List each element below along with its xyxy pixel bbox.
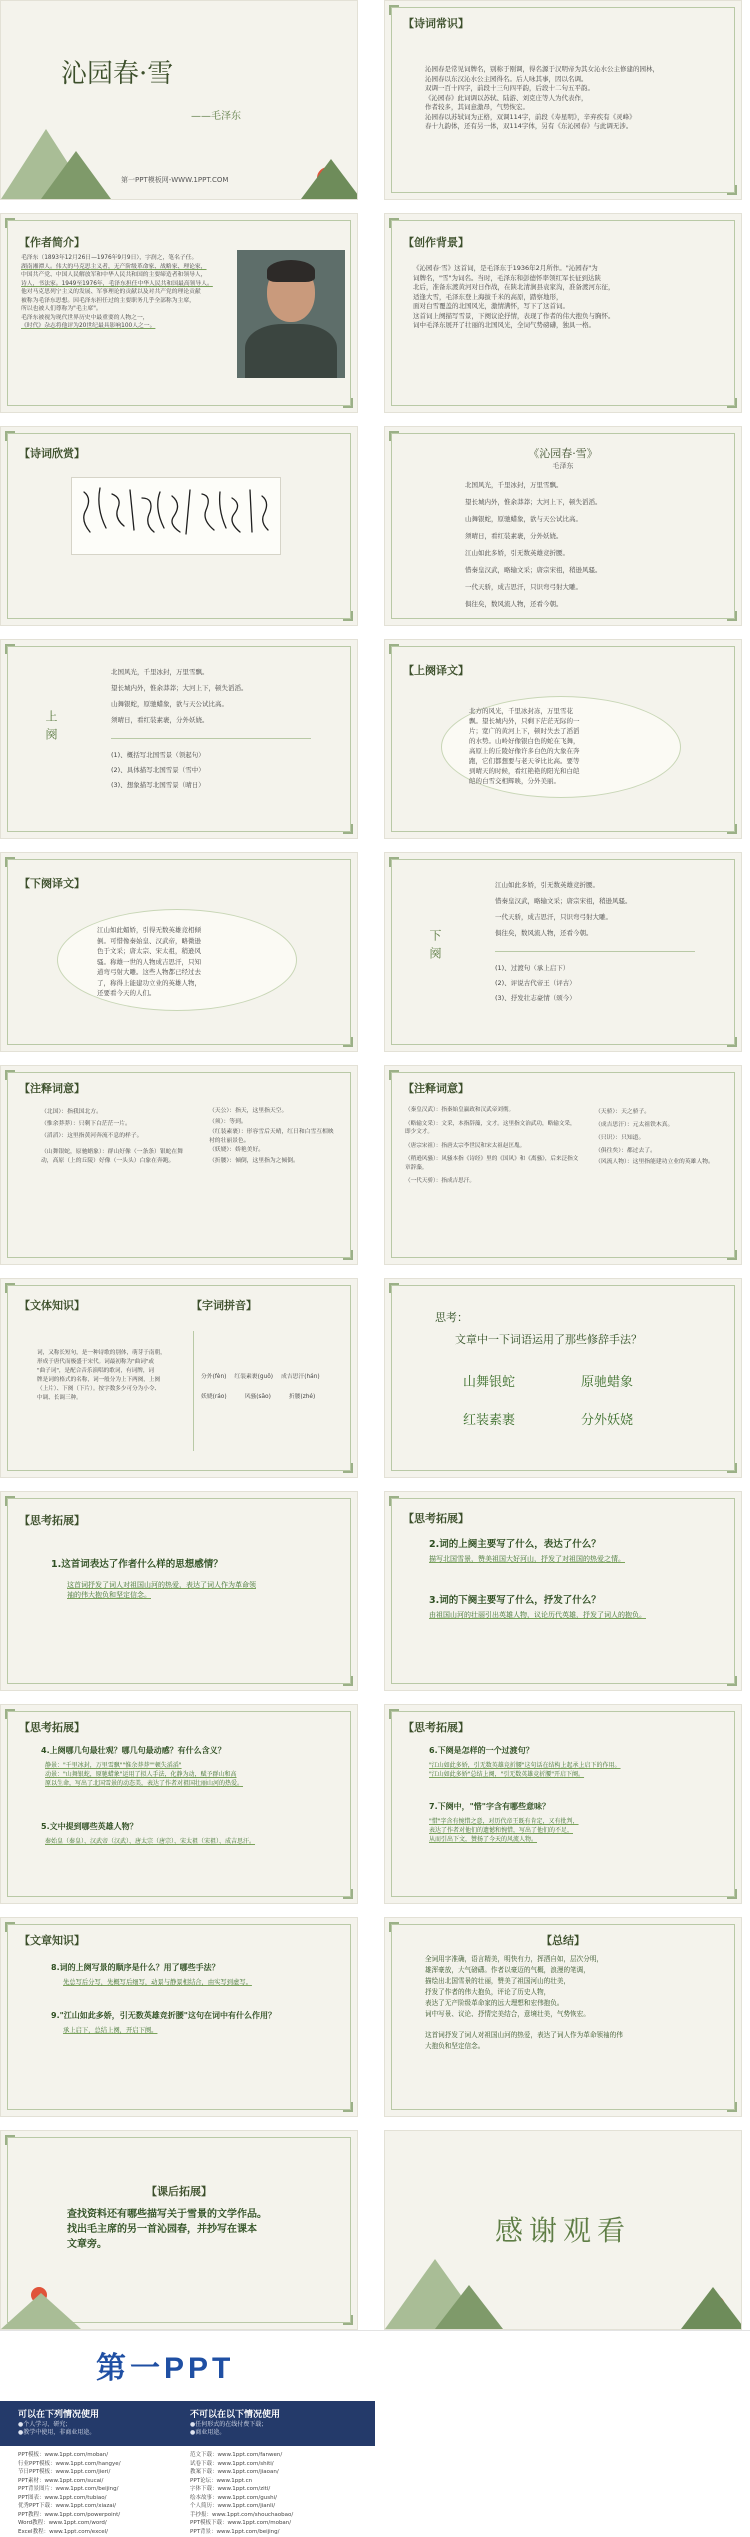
slide2-body bbox=[425, 65, 715, 132]
summary-line: 抒发了作者的伟大抱负，评论了历史人物， bbox=[425, 1988, 551, 1996]
translation-line: 道弯弓射大雕。这些人物都已经过去 bbox=[97, 968, 201, 976]
poem-line: 江山如此多娇，引无数英雄竞折腰。 bbox=[465, 549, 569, 557]
ad-link[interactable]: 节日PPT模板：www.1ppt.com/jieri/ bbox=[18, 2469, 111, 2475]
slide16-a1: 描写北国雪景，赞美祖国大好河山，抒发了对祖国的热爱之情。 bbox=[429, 1555, 625, 1563]
slide-annotations-1 bbox=[0, 1065, 358, 1265]
annotation-item: （一代天骄）：指成吉思汗。 bbox=[405, 1178, 475, 1184]
answer-line: 静景："千里冰封，万里雪飘""惟余莽莽""顿失滔滔" bbox=[45, 1762, 182, 1769]
slide4-line: 词牌名，"雪"为词名。当时，毛泽东和彭德怀率领红军长征到达陕 bbox=[413, 273, 601, 282]
slide3-line: 他对马克思列宁主义的发展、军事理论的贡献以及对共产党的理论贡献 bbox=[21, 289, 201, 295]
translation-line: 江山如此媚娇，引得无数英雄竞相倾 bbox=[97, 926, 201, 934]
slide16-a2: 由祖国山河的壮丽引出英雄人物，议论历代英雄，抒发了词人的抱负。 bbox=[429, 1611, 646, 1619]
slide13-tag1: 【文体知识】 bbox=[19, 1299, 85, 1312]
stanza-point: (2)、具体描写北国雪景（雪中） bbox=[111, 766, 205, 774]
poem-line: 惜秦皇汉武，略输文采；唐宗宋祖，稍逊风骚。 bbox=[465, 566, 602, 574]
ad-link[interactable]: 个人简历：www.1ppt.com/jianli/ bbox=[190, 2503, 276, 2509]
annotation-item: （只识）：只知道。 bbox=[595, 1135, 645, 1141]
pinyin-item: 妖娆(ráo) bbox=[201, 1394, 227, 1400]
slide-upper-translation bbox=[384, 639, 742, 839]
ad-left-sub bbox=[18, 2421, 95, 2437]
genre-line: 牌是词的格式的名称，词一般分为上下两阕，上阕 bbox=[37, 1377, 161, 1383]
slide4-line: 这首词上阕描写雪景，下阕议论抒情，表现了作者的伟大抱负与胸怀。 bbox=[413, 311, 615, 320]
mountain-right-icon bbox=[301, 159, 358, 199]
slide18-tag: 【思考拓展】 bbox=[403, 1721, 469, 1734]
translation-line: 骚。称雄一世的人物成吉思汗，只知 bbox=[97, 957, 201, 966]
slide-think-1 bbox=[0, 1491, 358, 1691]
extension-line: 文章旁。 bbox=[67, 2239, 107, 2250]
answer-line: 这首词抒发了词人对祖国山河的热爱，表达了词人作为革命领 bbox=[67, 1581, 256, 1589]
answer-line: "惜"字含有惋惜之意，对历代帝王既有肯定，又有批判， bbox=[429, 1818, 579, 1825]
translation-line: 色于文采；唐太宗、宋太祖，稍逊风 bbox=[97, 947, 201, 955]
annotation-item: （稍逊风骚）：风骚本指《诗经》里的《国风》和《离骚》，后来泛指文章辞藻。 bbox=[405, 1156, 579, 1171]
mountain-right-icon bbox=[681, 2287, 742, 2329]
slide20-tag: 【总结】 bbox=[541, 1934, 585, 1947]
ad-right-title: 不可以在以下情况使用 bbox=[190, 2410, 281, 2420]
slide2-line: 双调一百十四字，前段十三句四平韵，后段十二句五平韵。 bbox=[425, 84, 594, 92]
poem-line: 山舞银蛇，原驰蜡象，欲与天公试比高。 bbox=[465, 515, 582, 523]
slide15-tag: 【思考拓展】 bbox=[19, 1514, 85, 1527]
translation-line: 北方的风光，千里冰封冻，万里雪花 bbox=[469, 707, 573, 715]
answer-line: 原以生命，写出了北国雪景的动态美，表达了作者对祖国壮丽山河的热爱。 bbox=[45, 1780, 244, 1787]
poem-line: 北国风光，千里冰封，万里雪飘。 bbox=[465, 481, 563, 489]
slide-frame bbox=[7, 1711, 351, 1897]
answer-line: 动景："山舞银蛇，原驰蜡象"运用了拟人手法，化静为动，赋予群山和高 bbox=[45, 1771, 237, 1778]
extension-line: 找出毛主席的另一首沁园春，并抄写在课本 bbox=[67, 2224, 257, 2235]
slide14-question-label: 思考： bbox=[435, 1311, 468, 1324]
slide16-q2: 3.词的下阕主要写了什么，抒发了什么？ bbox=[429, 1595, 601, 1606]
slide17-tag: 【思考拓展】 bbox=[19, 1721, 85, 1734]
annotation-item: （山舞银蛇，原驰蜡象）：群山好像（一条条）银蛇在舞动，高原（上的丘陵）好像（一头头）白象在奔跑。 bbox=[41, 1149, 184, 1164]
slide19-a2: 承上启下，总结上阕，开启下阕。 bbox=[63, 2027, 158, 2034]
pinyin-row bbox=[201, 1387, 351, 1407]
slide11-left bbox=[41, 1106, 191, 1165]
mountain-left-icon bbox=[1, 2293, 81, 2329]
ad-right-sub bbox=[190, 2421, 267, 2437]
slide13-pinyin bbox=[201, 1367, 351, 1407]
ad-link[interactable]: 字体下载：www.1ppt.com/ziti/ bbox=[190, 2486, 271, 2492]
rhetoric-word: 原驰蜡象 bbox=[581, 1375, 634, 1390]
ad-link[interactable]: PPT模板下载：www.1ppt.com/moban/ bbox=[190, 2520, 292, 2526]
ad-bar bbox=[0, 2401, 375, 2446]
calligraphy-image bbox=[71, 477, 281, 555]
slide2-line: 《沁园春》此词调以苏轼、陆游、刘克庄等人为代表作， bbox=[425, 93, 588, 102]
annotation-item: （北国）：指我国北方。 bbox=[41, 1109, 102, 1115]
stanza-line: 须晴日，看红装素裹，分外妖娆。 bbox=[111, 716, 209, 724]
translation-line: 高原上的丘陵好像许多白色的大象在奔 bbox=[469, 747, 580, 755]
slide7-body bbox=[111, 664, 331, 728]
ad-link[interactable]: 教案下载：www.1ppt.com/jiaoan/ bbox=[190, 2469, 279, 2475]
ad-link[interactable]: PPT背景图片：www.1ppt.com/beijing/ bbox=[18, 2486, 119, 2492]
slide5-tag: 【诗词欣赏】 bbox=[19, 447, 85, 460]
slide-poem-full bbox=[384, 426, 742, 626]
slide-lower-stanza bbox=[384, 852, 742, 1052]
summary-line: 全词用字准确，语言精美，明快有力，挥洒自如，层次分明， bbox=[425, 1955, 604, 1963]
ad-link[interactable]: 优秀PPT下载：www.1ppt.com/xiazai/ bbox=[18, 2503, 117, 2509]
stanza-point: (1)、概括写北国雪景（领起句） bbox=[111, 751, 205, 759]
divider bbox=[495, 951, 695, 952]
ad-link[interactable]: PPT素材：www.1ppt.com/sucai/ bbox=[18, 2477, 104, 2484]
stanza-point: (3)、想象描写北国雪景（晴日） bbox=[111, 781, 205, 789]
rhetoric-word: 山舞银蛇 bbox=[463, 1375, 516, 1390]
slide-think-2-3 bbox=[384, 1491, 742, 1691]
summary-line: 词中写景、议论、抒情完美结合，意境壮美，气势恢宏。 bbox=[425, 2010, 590, 2018]
slide10-points bbox=[495, 961, 715, 1006]
slide18-a1 bbox=[429, 1761, 729, 1779]
stanza-line: 俱往矣，数风流人物，还看今朝。 bbox=[495, 929, 593, 937]
ad-right-sub-line: ●商业用途。 bbox=[190, 2429, 226, 2436]
slide19-a1: 先总写后分写，先概写后细写，动景与静景相结合，由实写到虚写。 bbox=[63, 1979, 252, 1986]
ad-link[interactable]: Word教程：www.1ppt.com/word/ bbox=[18, 2520, 107, 2526]
divider bbox=[111, 738, 311, 739]
summary-line: 雄浑豪放，大气磅礴。作者以豪迈的气概，浪漫的笔调， bbox=[425, 1966, 590, 1974]
translation-line: 到晴天的时候，看红艳艳的阳光和白皑 bbox=[469, 767, 580, 775]
slide-think-rhetoric bbox=[384, 1278, 742, 1478]
translation-line: 飘。望长城内外，只剩下茫茫无际的一 bbox=[469, 717, 580, 725]
ad-left-sub-line: ●个人学习、研究； bbox=[18, 2421, 72, 2428]
slide11-tag: 【注释词意】 bbox=[19, 1082, 85, 1095]
translation-line: 片；宽广的黄河上下，顿时失去了滔滔 bbox=[469, 727, 580, 735]
slide1-author: ——毛泽东 bbox=[191, 111, 241, 122]
genre-line: （上片）、下阕（下片）。按字数多少可分为小令、 bbox=[37, 1386, 161, 1392]
slide20-body bbox=[425, 1954, 715, 2052]
slide1-title: 沁园春·雪 bbox=[61, 59, 174, 89]
annotation-item: （滔滔）：这里指黄河奔流不息的样子。 bbox=[41, 1133, 143, 1139]
slide7-points bbox=[111, 748, 331, 793]
slide2-line: 春十九韵体，还有另一体，双114字体，另有《东沁园春》与此调无涉。 bbox=[425, 122, 633, 130]
annotation-item: （俱往矣）：都过去了。 bbox=[595, 1148, 656, 1154]
portrait-image bbox=[237, 250, 345, 378]
annotation-item: （风流人物）：这里指能建功立业的英雄人物。 bbox=[595, 1159, 714, 1165]
answer-line: 袖的伟大抱负和坚定信念。 bbox=[67, 1591, 151, 1599]
slide-author-intro bbox=[0, 213, 358, 413]
slide14-question: 文章中一下词语运用了那些修辞手法？ bbox=[455, 1333, 642, 1346]
slide-thanks bbox=[384, 2130, 742, 2330]
annotation-item: （折腰）：倾倒，这里指为之倾倒。 bbox=[209, 1158, 299, 1164]
poem-line: 望长城内外，惟余莽莽；大河上下，顿失滔滔。 bbox=[465, 498, 602, 506]
slide15-question: 1.这首词表达了作者什么样的思想感情？ bbox=[51, 1559, 223, 1570]
translation-line: 的水势。山岭好像银白色的蛇在飞舞， bbox=[469, 737, 580, 745]
ad-link[interactable]: 行业PPT模板：www.1ppt.com/hangye/ bbox=[18, 2460, 121, 2467]
slide3-line: 所以也被人们尊称为"毛主席"。 bbox=[21, 306, 102, 312]
rhetoric-word: 红装素裹 bbox=[463, 1413, 516, 1428]
poem-line: 俱往矣，数风流人物，还看今朝。 bbox=[465, 600, 563, 608]
slide-title bbox=[0, 0, 358, 200]
slide16-q1: 2.词的上阕主要写了什么，表达了什么？ bbox=[429, 1539, 601, 1550]
slide-appreciation bbox=[0, 426, 358, 626]
annotation-item: （略输文采）：文采，本指辞藻，文才。这里指文治武功，略输文采，即少文才。 bbox=[405, 1120, 576, 1135]
pinyin-item: 成吉思汗(hán) bbox=[281, 1374, 320, 1380]
slide17-q2: 5.文中提到哪些英雄人物？ bbox=[41, 1822, 138, 1831]
pinyin-row bbox=[201, 1367, 351, 1387]
stanza-line: 望长城内外，惟余莽莽；大河上下，顿失滔滔。 bbox=[111, 684, 248, 692]
slide15-answer bbox=[67, 1580, 337, 1600]
annotation-item: （秦皇汉武）：指秦始皇赢政和汉武帝刘彻。 bbox=[405, 1107, 515, 1113]
slide4-line: 北后，准备东渡黄河对日作战，在陕北清涧县袁家沟，准备渡河东征， bbox=[413, 283, 615, 291]
slide18-q2: 7.下阕中，"惜"字含有哪些意味？ bbox=[429, 1802, 550, 1811]
slide12-right bbox=[595, 1106, 725, 1167]
ad-right-sub-line: ●任何形式的在线付费下载； bbox=[190, 2421, 268, 2428]
slide9-tag: 【下阕译文】 bbox=[19, 877, 85, 890]
thanks-text: 感谢观看 bbox=[494, 2214, 631, 2247]
annotation-item: （成吉思汗）：元太祖铁木真。 bbox=[595, 1122, 674, 1128]
slide3-line: 毛泽东（1893年12月26日—1976年9月9日），字润之，笔名子任。 bbox=[21, 255, 198, 261]
slide-poetry-knowledge bbox=[384, 0, 742, 200]
genre-line: 形成于唐代而极盛于宋代。词最初称为"曲词"或 bbox=[37, 1359, 155, 1365]
annotation-item: （惟余莽莽）：只剩下白茫茫一片。 bbox=[41, 1121, 131, 1127]
annotation-item: （须）：等到。 bbox=[209, 1119, 247, 1125]
slide11-right bbox=[209, 1106, 339, 1167]
genre-line: "曲子词"，是配合音乐演唱的歌词，有词牌，词 bbox=[37, 1368, 155, 1374]
slide4-line: 适逢大雪，毛泽东登上海拔千米的高原，踏察地形， bbox=[413, 292, 563, 301]
annotation-item: （妖娆）：娇艳美好。 bbox=[209, 1147, 265, 1153]
slide16-tag: 【思考拓展】 bbox=[403, 1512, 469, 1525]
slide9-body bbox=[97, 925, 277, 999]
pinyin-item: 折腰(zhé) bbox=[288, 1394, 316, 1400]
slide-summary bbox=[384, 1917, 742, 2117]
ad-links-left bbox=[18, 2451, 121, 2536]
answer-line: 表达了作者对他们的遗憾和惋惜，写出了他们的不足， bbox=[429, 1827, 574, 1834]
ad-panel bbox=[0, 2330, 750, 2537]
slide17-a2: 秦始皇（秦皇）、汉武帝（汉武）、唐太宗（唐宗）、宋太祖（宋祖）、成吉思汗。 bbox=[45, 1838, 256, 1845]
ad-link[interactable]: 范文下载：www.1ppt.com/fanwen/ bbox=[190, 2452, 283, 2458]
slide1-site: 第一PPT模板网-WWW.1PPT.COM bbox=[121, 176, 229, 184]
slide4-line: 词中毛泽东展开了壮丽的北国风光，全词气势磅礴，独具一格。 bbox=[413, 321, 595, 329]
calligraphy-strokes-icon bbox=[72, 478, 282, 556]
slide3-line: 被称为毛泽东思想。因毛泽东担任过的主要职务几乎全部称为主席， bbox=[21, 297, 195, 304]
pinyin-item: 分外(fèn) bbox=[201, 1374, 227, 1380]
pinyin-item: 风骚(sāo) bbox=[244, 1394, 271, 1400]
slide3-body bbox=[21, 254, 221, 331]
ad-link[interactable]: PPT论坛：www.1ppt.cn bbox=[190, 2477, 253, 2484]
slide-genre-pinyin bbox=[0, 1278, 358, 1478]
slide10-vertical-label: 下阕 bbox=[428, 929, 442, 965]
poem-line: 须晴日，看红装素裹，分外妖娆。 bbox=[465, 532, 563, 540]
summary-line: 大抱负和坚定信念。 bbox=[425, 2042, 485, 2050]
slide-think-6-7 bbox=[384, 1704, 742, 1904]
slide3-line: 中国共产党、中国人民解放军和中华人民共和国的主要缔造者和领导人， bbox=[21, 272, 207, 278]
slide4-line: 《沁园春·雪》这首词，是毛泽东于1936年2月所作。"沁园春"为 bbox=[413, 264, 598, 272]
genre-line: 词，又称长短句，是一种诗歌的别体，萌芽于南朝， bbox=[37, 1350, 166, 1356]
portrait-body-shape bbox=[245, 324, 337, 378]
ad-link[interactable]: PPT图表：www.1ppt.com/tubiao/ bbox=[18, 2494, 107, 2501]
annotation-item: （天骄）：天之骄子。 bbox=[595, 1109, 651, 1115]
translation-line: 皑的白雪交相辉映，分外美丽。 bbox=[469, 777, 560, 785]
slide-lower-translation bbox=[0, 852, 358, 1052]
slide12-tag: 【注释词意】 bbox=[403, 1082, 469, 1095]
slide13-body bbox=[37, 1349, 187, 1403]
slide2-line: 沁园春是常见词牌名，别称于刚调，得名源于汉明帝为其女沁水公主修建的园林， bbox=[425, 65, 659, 73]
slide6-title: 《沁园春·雪》 bbox=[528, 447, 598, 460]
ad-link[interactable]: PPT教程：www.1ppt.com/powerpoint/ bbox=[18, 2511, 121, 2518]
slide18-q1: 6.下阕是怎样的一个过渡句？ bbox=[429, 1746, 534, 1755]
slide2-tag: 【诗词常识】 bbox=[403, 17, 469, 30]
translation-line: 了，称得上能建功立业的英雄人物， bbox=[97, 978, 201, 987]
slide6-body bbox=[465, 477, 685, 613]
annotation-item: （唐宗宋祖）：指唐太宗李世民和宋太祖赵匡胤。 bbox=[405, 1142, 526, 1149]
annotation-item: （天公）：指天，这里指天空。 bbox=[209, 1108, 288, 1114]
mountain-left-2-icon bbox=[435, 2285, 503, 2329]
slide6-author: 毛泽东 bbox=[552, 462, 574, 470]
slide21-tag: 【课后拓展】 bbox=[146, 2185, 212, 2198]
ad-link[interactable]: 绘本故事：www.1ppt.com/gushi/ bbox=[190, 2494, 277, 2501]
ad-link[interactable]: 试卷下载：www.1ppt.com/shiti/ bbox=[190, 2460, 274, 2467]
poem-line: 一代天骄，成吉思汗，只识弯弓射大雕。 bbox=[465, 583, 582, 591]
slide10-body bbox=[495, 877, 715, 941]
summary-line: 这首词抒发了词人对祖国山河的热爱，表达了词人作为革命领袖的伟 bbox=[425, 2031, 623, 2039]
slide13-tag2: 【字词拼音】 bbox=[191, 1299, 257, 1312]
slide-upper-stanza bbox=[0, 639, 358, 839]
slide12-left bbox=[405, 1106, 580, 1186]
summary-line: 描绘出北国雪景的壮丽，赞美了祖国河山的壮美， bbox=[425, 1977, 571, 1985]
ad-left-title: 可以在下列情况使用 bbox=[18, 2410, 100, 2420]
summary-line: 表达了无产阶级革命家的远大理想和宏伟抱负。 bbox=[425, 1999, 564, 2007]
ad-links-right bbox=[190, 2451, 293, 2536]
answer-line: "江山如此多娇"总结上阕，"引无数英雄竞折腰"开启下阕。 bbox=[429, 1771, 585, 1778]
slide-background bbox=[384, 213, 742, 413]
slide19-tag: 【文章知识】 bbox=[19, 1934, 85, 1947]
translation-line: 还要看今天的人们。 bbox=[97, 989, 156, 997]
vertical-divider bbox=[193, 1331, 194, 1451]
ad-left-sub-line: ●教学中使用，非商业用途。 bbox=[18, 2429, 96, 2436]
stanza-line: 江山如此多娇，引无数英雄竞折腰。 bbox=[495, 881, 599, 889]
ad-logo: 第一PPT bbox=[96, 2352, 235, 2385]
ad-link[interactable]: 手抄报：www.1ppt.com/shouchaobao/ bbox=[190, 2511, 294, 2518]
pinyin-item: 红装素裹(guǒ) bbox=[234, 1374, 274, 1380]
slide3-line: 毛泽东被视为现代世界历史中最重要的人物之一， bbox=[21, 314, 149, 321]
stanza-point: (2)、评说古代帝王（评古） bbox=[495, 979, 576, 987]
slide4-line: 面对白雪覆盖的北国风光，激情满怀，写下了这首词。 bbox=[413, 302, 569, 310]
annotation-item: （红装素裹）：形容雪后天晴，红日和白雪互相映衬的壮丽景色。 bbox=[209, 1129, 334, 1144]
stanza-line: 北国风光，千里冰封，万里雪飘。 bbox=[111, 668, 209, 676]
ad-link[interactable]: PPT背景：www.1ppt.com/beijing/ bbox=[190, 2528, 280, 2535]
mountain-left-2-icon bbox=[41, 151, 111, 199]
stanza-point: (3)、抒发壮志豪情（颂今） bbox=[495, 994, 576, 1002]
translation-line: 倒。可惜像秦始皇、汉武帝，略微逊 bbox=[97, 936, 201, 945]
slide19-q2: 9."江山如此多娇，引无数英雄竞折腰"这句在词中有什么作用？ bbox=[51, 2011, 276, 2020]
slide-article-knowledge bbox=[0, 1917, 358, 2117]
slide3-line: 《时代》杂志将他评为20世纪最具影响100人之一。 bbox=[21, 323, 156, 329]
answer-line: 从而引出下文，赞扬了今天的风流人物。 bbox=[429, 1836, 538, 1843]
slide-think-4-5 bbox=[0, 1704, 358, 1904]
slide8-tag: 【上阕译文】 bbox=[403, 664, 469, 677]
translation-line: 跑，它们都想要与老天爷比比高。要等 bbox=[469, 757, 580, 765]
slide3-line: 诗人，书法家。1949至1976年，毛泽东担任中华人民共和国最高领导人。 bbox=[21, 280, 213, 287]
answer-line: "江山如此多娇，引无数英雄竞折腰"这句话在结构上起承上启下的作用。 bbox=[429, 1762, 621, 1769]
slide3-line: 湖南湘潭人。伟大的马克思主义者，无产阶级革命家、战略家、理论家， bbox=[21, 263, 207, 270]
rhetoric-word: 分外妖娆 bbox=[581, 1413, 634, 1428]
slide18-a2 bbox=[429, 1817, 729, 1844]
slide7-vertical-label: 上阕 bbox=[44, 710, 58, 746]
stanza-line: 山舞银蛇，原驰蜡象，欲与天公试比高。 bbox=[111, 700, 228, 708]
slide21-body bbox=[67, 2207, 307, 2252]
slide2-line: 沁园春以苏轼词为正格，双调114字，前段《寿星明》，辛弃疾有《灵峰》 bbox=[425, 112, 636, 121]
ad-link[interactable]: Excel教程：www.1ppt.com/excel/ bbox=[18, 2528, 109, 2535]
stanza-point: (1)、过渡句（承上启下） bbox=[495, 964, 570, 972]
slide17-q1: 4.上阕哪几句最壮观？哪几句最动感？有什么含义？ bbox=[41, 1746, 226, 1755]
slide4-tag: 【创作背景】 bbox=[403, 236, 469, 249]
stanza-line: 一代天骄，成吉思汗，只识弯弓射大雕。 bbox=[495, 913, 612, 921]
genre-line: 中调、长调三种。 bbox=[37, 1395, 82, 1401]
slide2-line: 沁园春以东汉沁水公主园得名。后人咏其事，因以名调。 bbox=[425, 74, 588, 83]
slide19-q1: 8.词的上阕写景的顺序是什么？用了哪些手法？ bbox=[51, 1963, 220, 1972]
slide-extension bbox=[0, 2130, 358, 2330]
slide-annotations-2 bbox=[384, 1065, 742, 1265]
ad-link[interactable]: PPT模板：www.1ppt.com/moban/ bbox=[18, 2452, 109, 2458]
portrait-hair-shape bbox=[267, 260, 315, 282]
slide2-line: 作者较多，其词意激昂，气势恢宏。 bbox=[425, 103, 529, 111]
slide4-body bbox=[413, 264, 713, 331]
extension-line: 查找资料还有哪些描写关于雪景的文学作品。 bbox=[67, 2209, 267, 2220]
slide8-body bbox=[469, 706, 659, 786]
slide17-a1 bbox=[45, 1761, 345, 1788]
stanza-line: 惜秦皇汉武，略输文采；唐宗宋祖，稍逊风骚。 bbox=[495, 897, 632, 905]
slide3-tag: 【作者简介】 bbox=[19, 236, 85, 249]
